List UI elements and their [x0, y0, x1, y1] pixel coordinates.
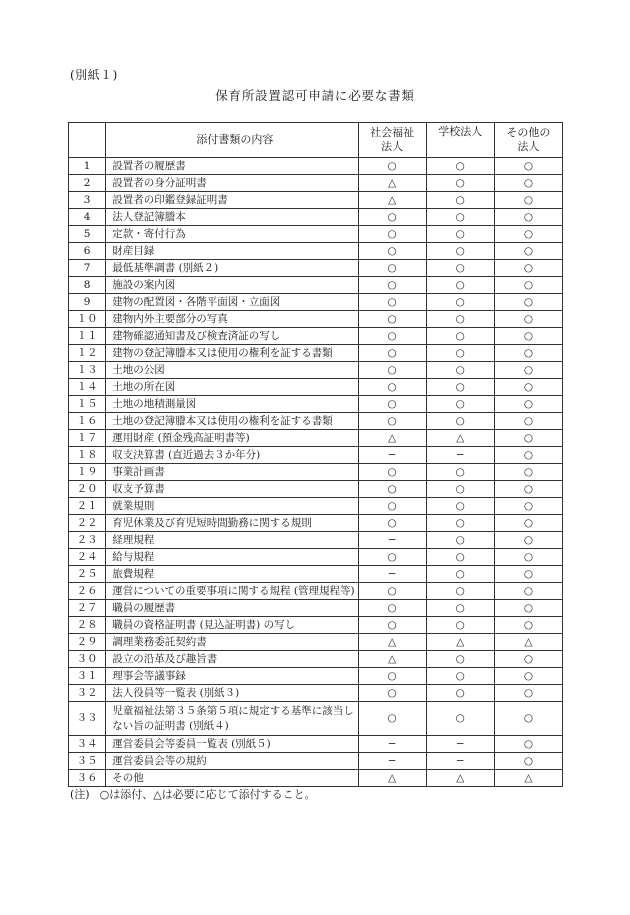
mark-school: ○ [426, 209, 494, 226]
table-row [69, 515, 563, 532]
mark-social-welfare: ○ [358, 464, 426, 481]
header-social-welfare-line1: 社会福祉 [370, 126, 415, 139]
mark-social-welfare: ○ [358, 498, 426, 515]
mark-school: ○ [426, 277, 494, 294]
mark-other: ○ [494, 260, 562, 277]
table-row [69, 243, 563, 260]
row-number: ２７ [69, 600, 106, 617]
row-number: 9 [69, 294, 106, 311]
mark-other: ○ [494, 158, 562, 175]
table-row [69, 328, 563, 345]
mark-social-welfare: ○ [358, 617, 426, 634]
mark-other: ○ [494, 294, 562, 311]
row-number: ２８ [69, 617, 106, 634]
table-row [69, 413, 563, 430]
mark-other: ○ [494, 362, 562, 379]
mark-other: ○ [494, 600, 562, 617]
table-row [69, 362, 563, 379]
mark-social-welfare: ○ [358, 328, 426, 345]
row-number: 6 [69, 243, 106, 260]
table-row [69, 294, 563, 311]
row-item: 児童福祉法第３５条第５項に規定する基準に該当しない旨の証明書 (別紙４) [106, 702, 358, 736]
row-number: ２３ [69, 532, 106, 549]
mark-school: − [426, 753, 494, 770]
table-row [69, 464, 563, 481]
mark-social-welfare: − [358, 532, 426, 549]
row-item: 育児休業及び育児短時間勤務に関する規則 [106, 515, 358, 532]
row-item: 建物確認通知書及び検査済証の写し [106, 328, 358, 345]
row-number: 1 [69, 158, 106, 175]
mark-school: ○ [426, 532, 494, 549]
row-item: 就業規則 [106, 498, 358, 515]
row-number: １７ [69, 430, 106, 447]
mark-social-welfare: △ [358, 430, 426, 447]
footnote [70, 786, 316, 802]
mark-social-welfare: △ [358, 634, 426, 651]
row-number: １５ [69, 396, 106, 413]
mark-other: ○ [494, 532, 562, 549]
row-number: ３３ [69, 702, 106, 736]
mark-school: ○ [426, 243, 494, 260]
row-item: 給与規程 [106, 549, 358, 566]
table-row [69, 379, 563, 396]
row-item: 職員の履歴書 [106, 600, 358, 617]
row-item: 運用財産 (預金残高証明書等) [106, 430, 358, 447]
row-item: 調理業務委託契約書 [106, 634, 358, 651]
table-row [69, 634, 563, 651]
mark-social-welfare: ○ [358, 600, 426, 617]
table-row [69, 447, 563, 464]
mark-social-welfare: ○ [358, 158, 426, 175]
row-item: 運営委員会等の規約 [106, 753, 358, 770]
mark-other: ○ [494, 345, 562, 362]
mark-school: ○ [426, 311, 494, 328]
mark-school: ○ [426, 549, 494, 566]
mark-other: ○ [494, 447, 562, 464]
row-item: 建物内外主要部分の写真 [106, 311, 358, 328]
header-other-line2: 法人 [517, 140, 540, 153]
mark-other: ○ [494, 549, 562, 566]
row-number: １９ [69, 464, 106, 481]
row-item: 建物の配置図・各階平面図・立面図 [106, 294, 358, 311]
row-item: 法人登記簿謄本 [106, 209, 358, 226]
mark-school: ○ [426, 668, 494, 685]
mark-school: ○ [426, 158, 494, 175]
mark-other: ○ [494, 209, 562, 226]
row-number: 7 [69, 260, 106, 277]
header-number [69, 123, 106, 158]
row-number: ３０ [69, 651, 106, 668]
table-row [69, 430, 563, 447]
mark-school: − [426, 447, 494, 464]
row-item: 運営についての重要事項に関する規程 (管理規程等) [106, 583, 358, 600]
table-row [69, 396, 563, 413]
row-number: 2 [69, 175, 106, 192]
table-row [69, 209, 563, 226]
mark-other: ○ [494, 396, 562, 413]
header-social-welfare [358, 123, 426, 158]
mark-other: ○ [494, 175, 562, 192]
table-row [69, 277, 563, 294]
row-item: 職員の資格証明書 (見込証明書) の写し [106, 617, 358, 634]
mark-other: ○ [494, 651, 562, 668]
row-item: 経理規程 [106, 532, 358, 549]
row-item: 収支決算書 (直近過去３か年分) [106, 447, 358, 464]
row-number: ２１ [69, 498, 106, 515]
row-number: ３５ [69, 753, 106, 770]
row-number: 3 [69, 192, 106, 209]
table-row [69, 345, 563, 362]
table-row [69, 311, 563, 328]
row-item: 定款・寄付行為 [106, 226, 358, 243]
mark-school: △ [426, 770, 494, 787]
table-row [69, 549, 563, 566]
mark-school: ○ [426, 481, 494, 498]
mark-other: ○ [494, 328, 562, 345]
mark-social-welfare: ○ [358, 413, 426, 430]
row-number: １０ [69, 311, 106, 328]
table-row [69, 226, 563, 243]
row-item: その他 [106, 770, 358, 787]
row-item: 収支予算書 [106, 481, 358, 498]
mark-social-welfare: ○ [358, 583, 426, 600]
mark-social-welfare: ○ [358, 345, 426, 362]
mark-other: △ [494, 770, 562, 787]
row-number: ３６ [69, 770, 106, 787]
mark-school: ○ [426, 685, 494, 702]
mark-social-welfare: ○ [358, 668, 426, 685]
table-row [69, 770, 563, 787]
row-number: ２２ [69, 515, 106, 532]
mark-other: ○ [494, 685, 562, 702]
table-row [69, 583, 563, 600]
row-item: 土地の所在図 [106, 379, 358, 396]
mark-social-welfare: − [358, 753, 426, 770]
table-row [69, 175, 563, 192]
mark-other: ○ [494, 226, 562, 243]
row-item: 設置者の身分証明書 [106, 175, 358, 192]
mark-other: ○ [494, 753, 562, 770]
mark-social-welfare: ○ [358, 481, 426, 498]
row-item: 建物の登記簿謄本又は使用の権利を証する書類 [106, 345, 358, 362]
row-number: 4 [69, 209, 106, 226]
mark-school: ○ [426, 566, 494, 583]
mark-social-welfare: ○ [358, 294, 426, 311]
required-documents-table [68, 122, 563, 787]
row-item: 施設の案内図 [106, 277, 358, 294]
row-number: １６ [69, 413, 106, 430]
mark-school: ○ [426, 498, 494, 515]
mark-school: ○ [426, 651, 494, 668]
row-number: ３１ [69, 668, 106, 685]
mark-social-welfare: ○ [358, 226, 426, 243]
row-item: 設置者の印鑑登録証明書 [106, 192, 358, 209]
table-row [69, 158, 563, 175]
row-number: １２ [69, 345, 106, 362]
mark-other: ○ [494, 277, 562, 294]
mark-school: ○ [426, 379, 494, 396]
row-item: 土地の地積測量図 [106, 396, 358, 413]
mark-school: ○ [426, 702, 494, 736]
mark-school: ○ [426, 192, 494, 209]
mark-social-welfare: ○ [358, 243, 426, 260]
table-row [69, 481, 563, 498]
mark-social-welfare: ○ [358, 362, 426, 379]
row-item: 運営委員会等委員一覧表 (別紙５) [106, 736, 358, 753]
mark-other: ○ [494, 668, 562, 685]
mark-other: ○ [494, 464, 562, 481]
table-row [69, 736, 563, 753]
annex-label: (別紙１) [70, 68, 118, 82]
mark-other: ○ [494, 192, 562, 209]
row-item: 設立の沿革及び趣旨書 [106, 651, 358, 668]
table-body [69, 158, 563, 787]
mark-social-welfare: − [358, 447, 426, 464]
table-row [69, 532, 563, 549]
table-row [69, 702, 563, 736]
mark-social-welfare: ○ [358, 685, 426, 702]
header-row [69, 123, 563, 158]
mark-school: ○ [426, 260, 494, 277]
row-number: 8 [69, 277, 106, 294]
mark-school: ○ [426, 362, 494, 379]
mark-other: ○ [494, 498, 562, 515]
row-item: 最低基準調書 (別紙２) [106, 260, 358, 277]
mark-school: ○ [426, 294, 494, 311]
mark-social-welfare: − [358, 566, 426, 583]
header-other [494, 123, 562, 158]
mark-social-welfare: △ [358, 651, 426, 668]
row-number: １１ [69, 328, 106, 345]
table-header [69, 123, 563, 158]
mark-social-welfare: △ [358, 192, 426, 209]
mark-social-welfare: ○ [358, 379, 426, 396]
row-item: 土地の公図 [106, 362, 358, 379]
mark-other: ○ [494, 243, 562, 260]
row-number: ２０ [69, 481, 106, 498]
mark-social-welfare: ○ [358, 311, 426, 328]
mark-other: ○ [494, 379, 562, 396]
mark-social-welfare: ○ [358, 209, 426, 226]
table-row [69, 668, 563, 685]
mark-social-welfare: − [358, 736, 426, 753]
row-item: 理事会等議事録 [106, 668, 358, 685]
row-item: 事業計画書 [106, 464, 358, 481]
mark-school: ○ [426, 345, 494, 362]
header-social-welfare-line2: 法人 [381, 140, 404, 153]
row-number: １８ [69, 447, 106, 464]
mark-other: ○ [494, 736, 562, 753]
table-row [69, 753, 563, 770]
mark-school: ○ [426, 413, 494, 430]
document-title: 保育所設置認可申請に必要な書類 [215, 88, 415, 103]
mark-social-welfare: ○ [358, 277, 426, 294]
mark-other: ○ [494, 617, 562, 634]
mark-social-welfare: △ [358, 770, 426, 787]
mark-social-welfare: ○ [358, 260, 426, 277]
table-row [69, 617, 563, 634]
row-number: １４ [69, 379, 106, 396]
footnote-text: ○は添付、△は必要に応じて添付すること。 [99, 788, 316, 801]
row-item: 設置者の履歴書 [106, 158, 358, 175]
table-row [69, 600, 563, 617]
mark-social-welfare: ○ [358, 549, 426, 566]
mark-other: ○ [494, 566, 562, 583]
mark-social-welfare: △ [358, 175, 426, 192]
row-number: ２９ [69, 634, 106, 651]
row-item: 財産目録 [106, 243, 358, 260]
mark-other: ○ [494, 702, 562, 736]
mark-other: △ [494, 634, 562, 651]
mark-school: ○ [426, 175, 494, 192]
row-number: 5 [69, 226, 106, 243]
mark-school: △ [426, 430, 494, 447]
row-number: １３ [69, 362, 106, 379]
mark-school: ○ [426, 328, 494, 345]
mark-school: ○ [426, 515, 494, 532]
mark-school: − [426, 736, 494, 753]
mark-school: ○ [426, 396, 494, 413]
mark-other: ○ [494, 481, 562, 498]
mark-other: ○ [494, 311, 562, 328]
header-item: 添付書類の内容 [106, 123, 358, 158]
row-item: 土地の登記簿謄本又は使用の権利を証する書類 [106, 413, 358, 430]
mark-social-welfare: ○ [358, 702, 426, 736]
row-number: ３２ [69, 685, 106, 702]
mark-school: △ [426, 634, 494, 651]
header-school: 学校法人 [426, 123, 494, 158]
footnote-lead: (注) [70, 788, 90, 801]
mark-school: ○ [426, 464, 494, 481]
mark-other: ○ [494, 515, 562, 532]
mark-social-welfare: ○ [358, 515, 426, 532]
table-row [69, 498, 563, 515]
table-row [69, 192, 563, 209]
mark-school: ○ [426, 226, 494, 243]
table-row [69, 260, 563, 277]
table-row [69, 685, 563, 702]
row-number: ２６ [69, 583, 106, 600]
row-number: ３４ [69, 736, 106, 753]
table-row [69, 566, 563, 583]
mark-other: ○ [494, 413, 562, 430]
row-item: 旅費規程 [106, 566, 358, 583]
mark-school: ○ [426, 617, 494, 634]
header-other-line1: その他の [506, 126, 551, 139]
mark-social-welfare: ○ [358, 396, 426, 413]
row-number: ２４ [69, 549, 106, 566]
mark-school: ○ [426, 583, 494, 600]
row-item: 法人役員等一覧表 (別紙３) [106, 685, 358, 702]
row-number: ２５ [69, 566, 106, 583]
mark-other: ○ [494, 583, 562, 600]
mark-school: ○ [426, 600, 494, 617]
table-row [69, 651, 563, 668]
mark-other: ○ [494, 430, 562, 447]
